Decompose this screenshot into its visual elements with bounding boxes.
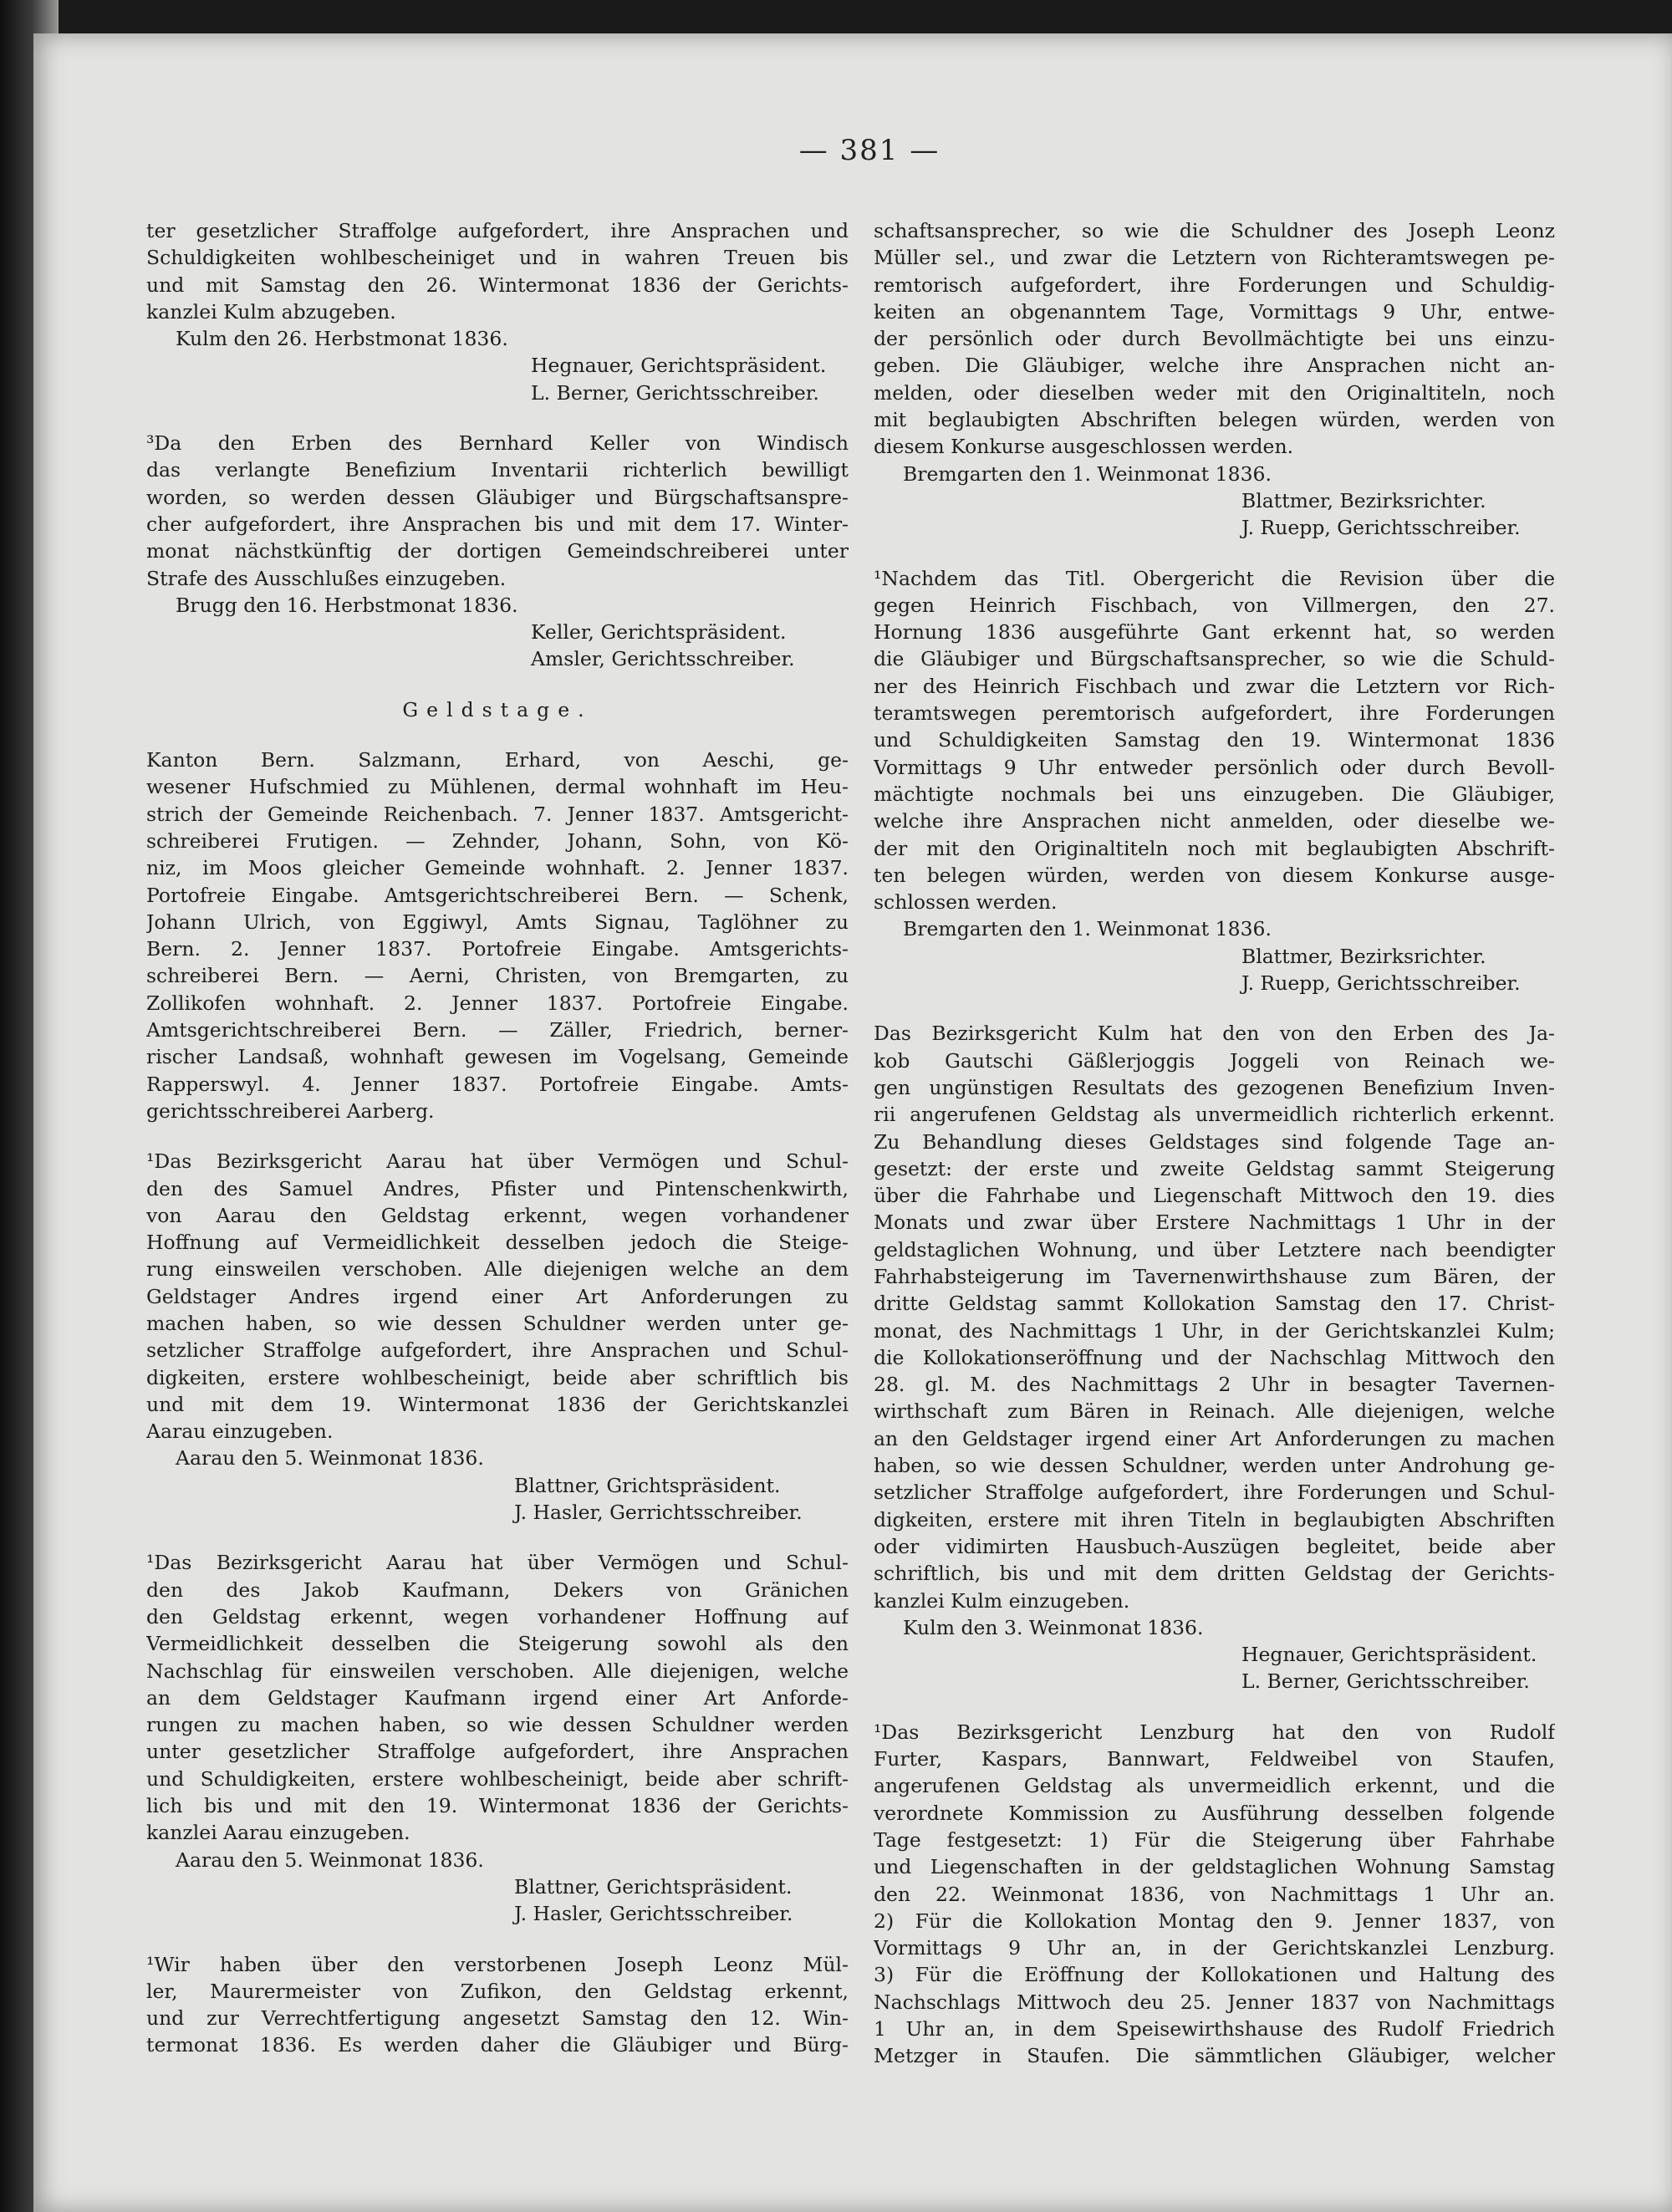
text-line: rii angerufenen Geldstag als unvermeidlich richterlich erkennt. (874, 1103, 1555, 1127)
text-line: ner des Heinrich Fischbach und zwar die Letztern vor Rich- (874, 674, 1555, 698)
text-line: geben. Die Gläubiger, welche ihre Ansprachen nicht an- (874, 354, 1555, 378)
text-line: digkeiten, erstere mit ihren Titeln in beglaubigten Abschriften (874, 1507, 1555, 1532)
text-line: und mit dem 19. Wintermonat 1836 der Gerichtskanzlei (146, 1392, 849, 1416)
text-line: Hoffnung auf Vermeidlichkeit desselben jedoch die Steige- (146, 1231, 849, 1255)
text-line: über die Fahrhabe und Liegenschaft Mittwoch den 19. dies (874, 1184, 1555, 1208)
notice-kulm-1 (146, 217, 849, 406)
text-line: ¹Das Bezirksgericht Aarau hat über Vermögen und Schul- (146, 1149, 849, 1174)
text-line: den Geldstag erkennt, wegen vorhandener Hoffnung auf (146, 1604, 849, 1628)
signature: L. Berner, Gerichtsschreiber. (531, 380, 819, 405)
text-line: setzlicher Straffolge aufgefordert, ihre Forderungen und Schul- (874, 1481, 1555, 1505)
notice-date: Bremgarten den 1. Weinmonat 1836. (903, 461, 1272, 486)
signature: L. Berner, Gerichtsschreiber. (1241, 1669, 1530, 1694)
text-line: digkeiten, erstere wohlbescheinigt, beide aber schriftlich bis (146, 1365, 849, 1389)
signature: Amsler, Gerichtsschreiber. (531, 647, 795, 671)
text-line: remtorisch aufgefordert, ihre Forderungen und Schuldig- (874, 273, 1555, 297)
text-line: ¹Wir haben über den verstorbenen Joseph Leonz Mül- (146, 1952, 849, 1976)
text-line: machen haben, so wie dessen Schuldner werden unter ge- (146, 1311, 849, 1335)
text-line: diesem Konkurse ausgeschlossen werden. (874, 435, 1294, 459)
text-line: Geldstager Andres irgend einer Art Anforderungen zu (146, 1284, 849, 1308)
text-line: keiten an obgenanntem Tage, Vormittags 9 Uhr, entwe- (874, 299, 1555, 324)
notice-aarau-kaufmann (146, 1549, 849, 1927)
signature: J. Ruepp, Gerichtsschreiber. (1241, 971, 1521, 996)
text-line: rung einsweilen verschoben. Alle diejenigen welche an dem (146, 1257, 849, 1282)
text-line: Kanton Bern. Salzmann, Erhard, von Aeschi, ge- (146, 748, 849, 772)
signature: J. Hasler, Gerrichtsschreiber. (514, 1501, 803, 1525)
text-line: Aarau einzugeben. (146, 1419, 334, 1444)
notice-kulm-gautschi (874, 1020, 1555, 1695)
text-line: die Kollokationseröffnung und der Nachschlag Mittwoch den (874, 1345, 1555, 1369)
text-line: schlossen werden. (874, 890, 1058, 915)
signature: Hegnauer, Gerichtspräsident. (1241, 1643, 1537, 1667)
text-line: kob Gautschi Gäßlerjoggis Joggeli von Reinach we- (874, 1048, 1555, 1073)
text-line: an den Geldstager irgend einer Art Anforderungen zu machen (874, 1426, 1555, 1450)
text-line: Strafe des Ausschlußes einzugeben. (146, 566, 507, 590)
text-line: mit beglaubigten Abschriften belegen würden, werden von (874, 408, 1555, 432)
text-line: ter gesetzlicher Straffolge aufgefordert, ihre Ansprachen und (146, 219, 849, 242)
text-line: und mit Samstag den 26. Wintermonat 1836 der Gerichts- (146, 273, 849, 297)
text-line: geldstaglichen Wohnung, und über Letztere nach beendigter (874, 1237, 1555, 1261)
notice-date: Bremgarten den 1. Weinmonat 1836. (903, 917, 1272, 941)
text-line: 3) Für die Eröffnung der Kollokationen und Haltung des (874, 1963, 1555, 1987)
text-line: gerichtsschreiberei Aarberg. (146, 1098, 435, 1123)
text-line: strich der Gemeinde Reichenbach. 7. Jenner 1837. Amtsgericht- (146, 802, 849, 826)
text-line: den 22. Weinmonat 1836, von Nachmittags 1 Uhr an. (874, 1882, 1555, 1906)
text-line: den des Jakob Kaufmann, Dekers von Gränichen (146, 1577, 849, 1602)
text-line: Tage festgesetzt: 1) Für die Steigerung über Fahrhabe (874, 1827, 1555, 1852)
text-line: kanzlei Aarau einzugeben. (146, 1821, 410, 1845)
text-line: ¹Das Bezirksgericht Aarau hat über Vermögen und Schul- (146, 1551, 849, 1575)
section-heading (146, 696, 849, 723)
text-line: Zu Behandlung dieses Geldstages sind folgende Tage an- (874, 1129, 1555, 1154)
text-line: Bern. 2. Jenner 1837. Portofreie Eingabe. Amtsgerichts- (146, 937, 849, 961)
notice-date: Kulm den 3. Weinmonat 1836. (903, 1615, 1204, 1639)
signature: Blattmer, Bezirksrichter. (1241, 944, 1486, 968)
text-line: Müller sel., und zwar die Letztern von Richteramtswegen pe- (874, 246, 1555, 270)
signature: Blattmer, Bezirksrichter. (1241, 488, 1486, 512)
signature: J. Ruepp, Gerichtsschreiber. (1241, 516, 1521, 540)
text-line: 1 Uhr an, in dem Speisewirthshause des Rudolf Friedrich (874, 2017, 1555, 2041)
text-line: Furter, Kaspars, Bannwart, Feldweibel von Staufen, (874, 1747, 1555, 1771)
text-line: unter gesetzlicher Straffolge aufgefordert, ihre Ansprachen (146, 1740, 849, 1764)
text-line: ¹Das Bezirksgericht Lenzburg hat den von Rudolf (874, 1720, 1555, 1744)
notice-date: Aarau den 5. Weinmonat 1836. (176, 1446, 484, 1470)
text-line: Nachschlags Mittwoch deu 25. Jenner 1837 von Nachmittags (874, 1990, 1555, 2014)
text-line: den des Samuel Andres, Pfister und Pintenschenkwirth, (146, 1176, 849, 1200)
text-line: rungen zu machen haben, so wie dessen Schuldner werden (146, 1713, 849, 1737)
text-line: Portofreie Eingabe. Amtsgerichtschreiberei Bern. — Schenk, (146, 883, 849, 907)
text-line: Hornung 1836 ausgeführte Gant erkennt hat, so werden (874, 620, 1555, 645)
text-line: die Gläubiger und Bürgschaftsansprecher, so wie die Schuld- (874, 647, 1555, 671)
notice-lenzburg-furter (874, 1719, 1555, 2070)
text-line: 28. gl. M. des Nachmittags 2 Uhr in besagter Tavernen- (874, 1373, 1555, 1397)
text-line: Das Bezirksgericht Kulm hat den von den Erben des Ja- (874, 1022, 1555, 1046)
text-line: rischer Landsaß, wohnhaft gewesen im Vogelsang, Gemeinde (146, 1045, 849, 1069)
right-column (874, 217, 1555, 2093)
text-line: Vormittags 9 Uhr entweder persönlich oder durch Bevoll- (874, 755, 1555, 779)
gazette-page (33, 33, 1672, 2212)
text-line: von Aarau den Geldstag erkennt, wegen vorhandener (146, 1203, 849, 1227)
text-line: Johann Ulrich, von Eggiwyl, Amts Signau, Taglöhner zu (146, 910, 849, 934)
text-line: der mit den Originaltiteln noch mit beglaubigten Abschrift- (874, 836, 1555, 860)
text-line: haben, so wie dessen Schuldner, werden unter Androhung ge- (874, 1454, 1555, 1478)
text-line: verordnete Kommission zu Ausführung desselben folgende (874, 1801, 1555, 1825)
text-line: der persönlich oder durch Bevollmächtigte bei uns einzu- (874, 327, 1555, 351)
text-line: Rapperswyl. 4. Jenner 1837. Portofreie Eingabe. Amts- (146, 1072, 849, 1096)
text-line: schreiberei Bern. — Aerni, Christen, von Bremgarten, zu (146, 964, 849, 988)
text-line: monat, des Nachmittags 1 Uhr, in der Gerichtskanzlei Kulm; (874, 1318, 1555, 1343)
text-line: Nachschlag für einsweilen verschoben. Alle diejenigen, welche (146, 1659, 849, 1683)
text-line: schaftsansprecher, so wie die Schuldner des Joseph Leonz (874, 219, 1555, 242)
text-line: welche ihre Ansprachen nicht anmelden, oder dieselbe we- (874, 809, 1555, 833)
text-line: schreiberei Frutigen. — Zehnder, Johann, Sohn, von Kö- (146, 828, 849, 853)
text-line: das verlangte Benefizium Inventarii richterlich bewilligt (146, 458, 849, 482)
notice-aarau-andres (146, 1148, 849, 1526)
text-line: Vormittags 9 Uhr an, in der Gerichtskanzlei Lenzburg. (874, 1936, 1555, 1960)
text-line: worden, so werden dessen Gläubiger und Bürgschaftsanspre- (146, 485, 849, 509)
text-line: kanzlei Kulm abzugeben. (146, 299, 396, 324)
text-line: wesener Hufschmied zu Mühlenen, dermal wohnhaft im Heu- (146, 775, 849, 799)
text-line: gesetzt: der erste und zweite Geldstag sammt Steigerung (874, 1156, 1555, 1180)
text-line: ¹Nachdem das Titl. Obergericht die Revision über die (874, 566, 1555, 590)
text-line: Metzger in Staufen. Die sämmtlichen Gläubiger, welcher (874, 2044, 1555, 2068)
text-line: gen ungünstigen Resultats des gezogenen Benefizium Inven- (874, 1075, 1555, 1099)
text-line: und Schuldigkeiten Samstag den 19. Wintermonat 1836 (874, 728, 1555, 752)
notice-kanton-bern (146, 747, 849, 1124)
text-line: wirthschaft zum Bären in Reinach. Alle diejenigen, welche (874, 1399, 1555, 1424)
text-line: Monats und zwar über Erstere Nachmittags 1 Uhr in der (874, 1210, 1555, 1235)
text-line: dritte Geldstag sammt Kollokation Samstag den 17. Christ- (874, 1292, 1555, 1316)
text-line: teramtswegen peremtorisch aufgefordert, ihre Forderungen (874, 701, 1555, 726)
text-line: cher aufgefordert, ihre Ansprachen bis und mit dem 17. Winter- (146, 512, 849, 536)
text-line: Amtsgerichtschreiberei Bern. — Zäller, Friedrich, berner- (146, 1018, 849, 1042)
signature: Blattner, Gerichtspräsident. (514, 1874, 793, 1899)
left-column (146, 217, 849, 2082)
text-line: 2) Für die Kollokation Montag den 9. Jenner 1837, von (874, 1909, 1555, 1933)
notice-bremgarten-fischbach (874, 565, 1555, 997)
text-line: Vermeidlichkeit desselben die Steigerung sowohl als den (146, 1632, 849, 1656)
notice-date: Kulm den 26. Herbstmonat 1836. (176, 327, 508, 351)
signature: Blattner, Grichtspräsident. (514, 1473, 781, 1497)
text-line: melden, oder dieselben weder mit den Originaltiteln, noch (874, 380, 1555, 405)
notice-date: Brugg den 16. Herbstmonat 1836. (176, 593, 518, 617)
text-line: angerufenen Geldstag als unvermeidlich erkennt, und die (874, 1774, 1555, 1798)
heading-geldstage: Geldstage. (402, 697, 593, 721)
text-line: monat nächstkünftig der dortigen Gemeindschreiberei unter (146, 539, 849, 563)
page-number: — 381 — (798, 134, 940, 167)
text-line: mächtigte nochmals bei uns einzugeben. Die Gläubiger, (874, 782, 1555, 806)
notice-date: Aarau den 5. Weinmonat 1836. (176, 1848, 484, 1872)
notice-bremgarten-mueller (874, 217, 1555, 542)
text-line: und zur Verrechtfertigung angesetzt Samstag den 12. Win- (146, 2006, 849, 2031)
notice-windisch (146, 430, 849, 673)
text-line: kanzlei Kulm einzugeben. (874, 1588, 1130, 1613)
text-line: schriftlich, bis und mit dem dritten Geldstag der Gerichts- (874, 1562, 1555, 1586)
text-line: lich bis und mit den 19. Wintermonat 1836 der Gerichts- (146, 1794, 849, 1818)
text-line: oder vidimirten Hausbuch-Auszügen begleitet, beide aber (874, 1534, 1555, 1558)
text-line: termonat 1836. Es werden daher die Gläubiger und Bürg- (146, 2033, 849, 2057)
text-line: ler, Maurermeister von Zufikon, den Geldstag erkennt, (146, 1979, 849, 2003)
text-line: gegen Heinrich Fischbach, von Villmergen, den 27. (874, 593, 1555, 617)
notice-zufikon (146, 1951, 849, 2059)
text-line: an dem Geldstager Kaufmann irgend einer Art Anforde- (146, 1685, 849, 1710)
text-line: ten belegen würden, werden von diesem Konkurse ausge- (874, 863, 1555, 887)
text-line: setzlicher Straffolge aufgefordert, ihre Ansprachen und Schul- (146, 1338, 849, 1363)
text-line: und Liegenschaften in der geldstaglichen Wohnung Samstag (874, 1855, 1555, 1879)
text-line: Fahrhabsteigerung im Tavernenwirthshause zum Bären, der (874, 1264, 1555, 1288)
text-line: Schuldigkeiten wohlbescheiniget und in wahren Treuen bis (146, 246, 849, 270)
text-line: niz, im Moos gleicher Gemeinde wohnhaft. 2. Jenner 1837. (146, 856, 849, 880)
signature: Hegnauer, Gerichtspräsident. (531, 354, 827, 378)
signature: Keller, Gerichtspräsident. (531, 620, 787, 645)
text-line: ³Da den Erben des Bernhard Keller von Windisch (146, 431, 849, 456)
text-line: und Schuldigkeiten, erstere wohlbescheinigt, beide aber schrift- (146, 1766, 849, 1791)
text-line: Zollikofen wohnhaft. 2. Jenner 1837. Portofreie Eingabe. (146, 991, 849, 1015)
signature: J. Hasler, Gerichtsschreiber. (514, 1902, 793, 1926)
